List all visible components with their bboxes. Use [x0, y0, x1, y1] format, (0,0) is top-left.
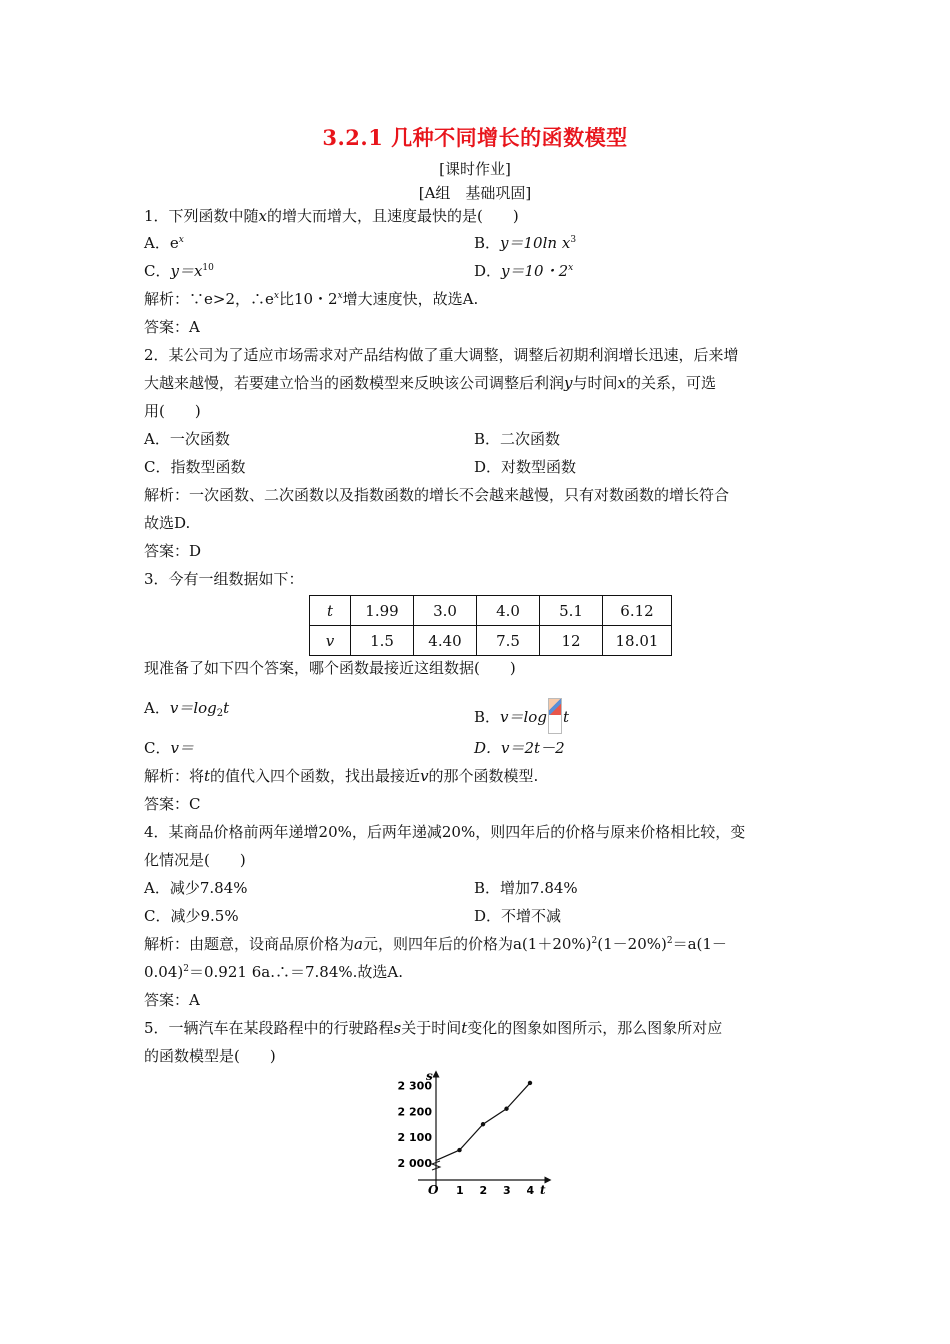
q4-analysis-line1: 解析：由题意，设商品原价格为a元，则四年后的价格为$a(1+20\%)^2(1-20\%)^2=a(1-$ — [144, 935, 727, 953]
table-cell: 5.1 — [540, 596, 603, 626]
y-axis-label: s — [426, 1069, 433, 1083]
data-table — [309, 595, 672, 656]
series-line — [436, 1083, 530, 1161]
q3-option-a: A．$v=\log_2t$ — [144, 699, 230, 719]
origin-label: O — [428, 1183, 439, 1197]
page-title: 3.2.1 几种不同增长的函数模型 — [322, 125, 628, 150]
tick-group — [398, 1080, 535, 1198]
q4-option-d: D．不增不减 — [474, 907, 562, 925]
y-tick-label: 2 000 — [398, 1157, 432, 1170]
distance-time-graph — [398, 1068, 558, 1200]
q1-analysis: 解析：∵e>2，$\therefore e^x$比10・2$^x$增大速度快，故选A. — [144, 290, 479, 308]
table-cell: 18.01 — [603, 626, 672, 656]
q2-stem-line1: 2．某公司为了适应市场需求对产品结构做了重大调整，调整后初期利润增长迅速，后来增 — [144, 346, 739, 364]
q3-option-d: D．v＝2t－2 — [474, 739, 565, 757]
table-cell: 6.12 — [603, 596, 672, 626]
q1-answer: 答案：A — [144, 318, 200, 336]
q3-analysis: 解析：将t的值代入四个函数，找出最接近v的那个函数模型. — [144, 767, 539, 785]
q2-stem-line3: 用( ) — [144, 402, 201, 420]
table-cell: 1.99 — [351, 596, 414, 626]
q2-answer: 答案：D — [144, 542, 202, 560]
x-axis-label: t — [540, 1183, 546, 1197]
table-cell: t — [310, 596, 351, 626]
q4-option-a: A．减少7.84% — [144, 879, 248, 897]
table-cell: 4.0 — [477, 596, 540, 626]
table-cell: v — [310, 626, 351, 656]
x-tick-label: 2 — [479, 1184, 488, 1197]
table-cell: 12 — [540, 626, 603, 656]
y-tick-label: 2 200 — [398, 1105, 432, 1119]
table-cell: 3.0 — [414, 596, 477, 626]
table-row — [310, 626, 672, 656]
data-point — [481, 1122, 485, 1126]
table-cell: 1.5 — [351, 626, 414, 656]
q1-option-a: A．$e^x$ — [144, 234, 184, 252]
q2-option-a: A．一次函数 — [144, 430, 230, 448]
table-cell: 4.40 — [414, 626, 477, 656]
q3-answer: 答案：C — [144, 795, 201, 813]
table-row — [310, 596, 672, 626]
y-tick-label: 2 300 — [398, 1079, 432, 1093]
y-tick-label: 2 100 — [398, 1131, 432, 1145]
data-point — [457, 1148, 461, 1152]
x-tick-label: 4 — [526, 1184, 535, 1197]
subtitle: [课时作业] — [439, 160, 511, 178]
x-tick-label: 3 — [503, 1184, 511, 1197]
q4-analysis-line2: 0.04)$^2$＝0.921 6a.∴＝7.84%.故选A. — [144, 963, 403, 981]
q4-option-b: B．增加7.84% — [474, 879, 578, 897]
data-point — [504, 1107, 508, 1111]
q2-option-c: C．指数型函数 — [144, 458, 246, 476]
broken-image-icon — [548, 698, 562, 734]
q2-analysis-line2: 故选D. — [144, 514, 191, 532]
q2-option-b: B．二次函数 — [474, 430, 561, 448]
q3-option-b: B．v＝log t — [474, 698, 569, 734]
q4-stem-line1: 4．某商品价格前两年递增20%，后两年递减20%，则四年后的价格与原来价格相比较，变 — [144, 823, 746, 841]
table-cell: 7.5 — [477, 626, 540, 656]
q1-option-c: C．$y=x^{10}$ — [144, 262, 214, 280]
q2-analysis-line1: 解析：一次函数、二次函数以及指数函数的增长不会越来越慢，只有对数函数的增长符合 — [144, 486, 730, 504]
q1-option-b: B．y＝10ln $x^3$ — [474, 234, 577, 252]
axis-break-mark — [432, 1161, 440, 1170]
q5-stem-line1: 5．一辆汽车在某段路程中的行驶路程s关于时间t变化的图象如图所示，那么图象所对应 — [144, 1019, 723, 1037]
q3-stem: 3．今有一组数据如下： — [144, 570, 304, 588]
q4-stem-line2: 化情况是( ) — [144, 851, 246, 869]
q4-option-c: C．减少9.5% — [144, 907, 239, 925]
q2-option-d: D．对数型函数 — [474, 458, 577, 476]
q1-option-d: D．y＝10・2$^x$ — [474, 262, 574, 280]
q1-stem: 1．下列函数中随x的增大而增大，且速度最快的是( ) — [144, 207, 519, 225]
group-heading: [A组 基础巩固] — [418, 184, 532, 202]
q3-prompt: 现准备了如下四个答案，哪个函数最接近这组数据( ) — [144, 659, 516, 677]
x-tick-label: 1 — [456, 1184, 464, 1197]
data-point — [528, 1081, 532, 1085]
q5-stem-line2: 的函数模型是( ) — [144, 1047, 276, 1065]
q3-option-c: C．v＝ — [144, 739, 194, 757]
q2-stem-line2: 大越来越慢，若要建立恰当的函数模型来反映该公司调整后利润y与时间x的关系，可选 — [144, 374, 716, 392]
q4-answer: 答案：A — [144, 991, 200, 1009]
